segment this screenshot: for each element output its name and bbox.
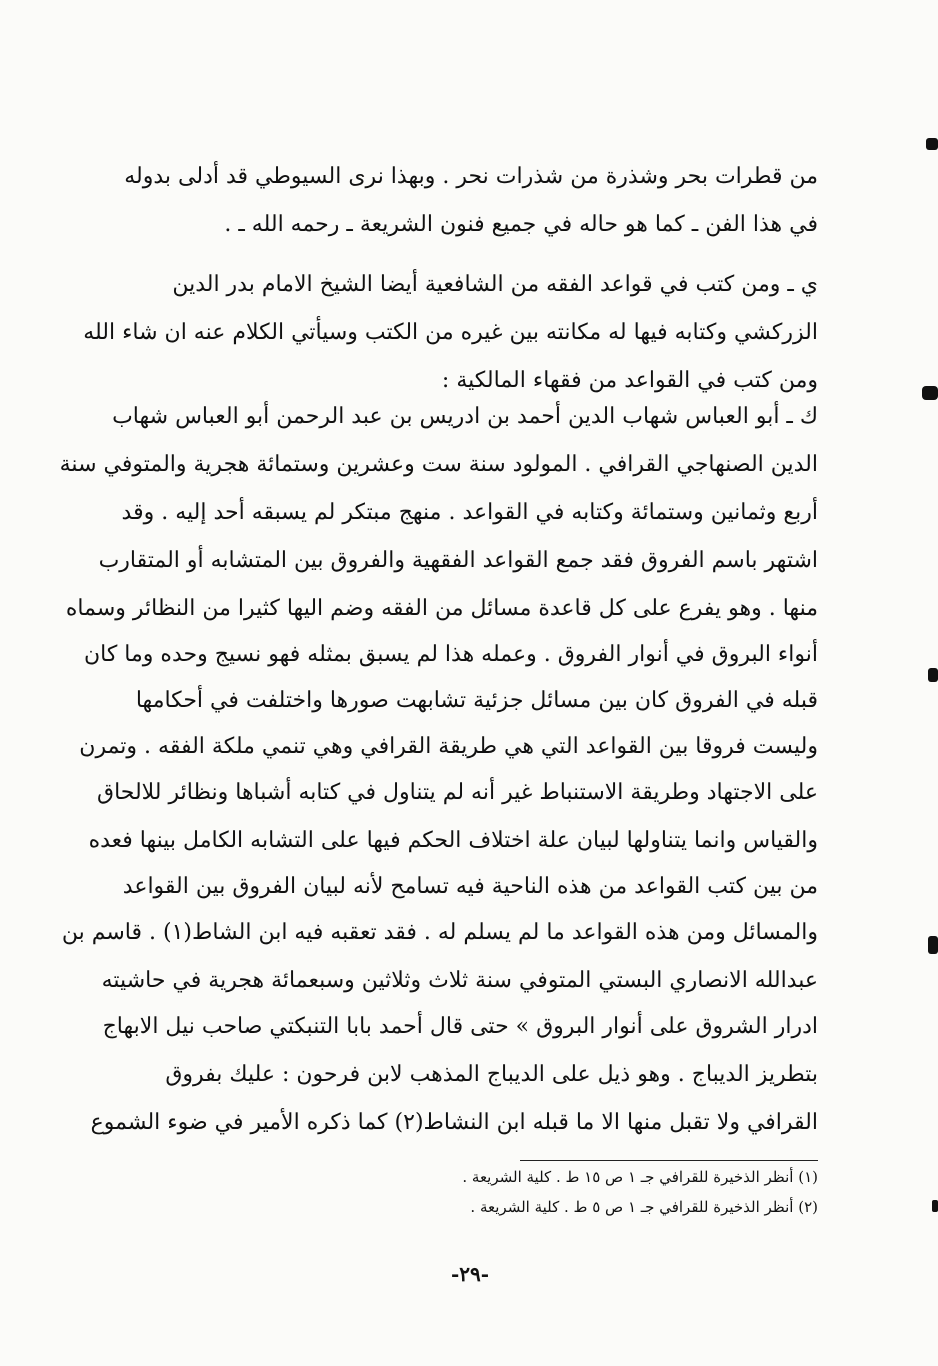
scan-mark (932, 1200, 938, 1212)
text-line: ي ـ ومن كتب في قواعد الفقه من الشافعية أيضا الشيخ الامام بدر الدين (172, 272, 818, 297)
text-line: بتطريز الديباج . وهو ذيل على الديباج المذهب لابن فرحون : عليك بفروق (165, 1062, 818, 1087)
text-line: في هذا الفن ـ كما هو حاله في جميع فنون الشريعة ـ رحمه الله ـ . (224, 212, 818, 237)
text-line: من قطرات بحر وشذرة من شذرات نحر . وبهذا نرى السيوطي قد أدلى بدوله (124, 164, 818, 189)
footnote: (٢) أنظر الذخيرة للقرافي جـ ١ ص ٥ ط . كلية الشريعة . (470, 1198, 818, 1216)
text-line: ادرار الشروق على أنوار البروق » حتى قال أحمد بابا التنبكتي صاحب نيل الابهاج (102, 1014, 818, 1039)
text-line: منها . وهو يفرع على كل قاعدة مسائل من الفقه وضم اليها كثيرا من النظائر وسماه (65, 596, 818, 621)
text-line: اشتهر باسم الفروق فقد جمع القواعد الفقهية والفروق بين المتشابه أو المتقارب (98, 548, 818, 573)
text-line: ك ـ أبو العباس شهاب الدين أحمد بن ادريس بن عبد الرحمن أبو العباس شهاب (112, 404, 818, 429)
text-line: من بين كتب القواعد من هذه الناحية فيه تسامح لأنه لبيان الفروق بين القواعد (122, 874, 818, 899)
text-line: الزركشي وكتابه فيها له مكانته بين غيره من الكتب وسيأتي الكلام عنه ان شاء الله (83, 320, 818, 345)
footnote-separator (520, 1160, 818, 1161)
text-line: عبدالله الانصاري البستي المتوفي سنة ثلاث وثلاثين وسبعمائة هجرية في حاشيته (101, 968, 818, 993)
scan-mark (928, 936, 938, 954)
text-line: أربع وثمانين وستمائة وكتابه في القواعد . منهج مبتكر لم يسبقه أحد إليه . وقد (121, 500, 818, 525)
text-line: والقياس وانما يتناولها لبيان علة اختلاف الحكم فيها على التشابه الكامل بينها فعده (88, 828, 818, 853)
scan-mark (926, 138, 938, 150)
scan-mark (922, 386, 938, 400)
text-line: الدين الصنهاجي القرافي . المولود سنة ست وعشرين وستمائة هجرية والمتوفي سنة (59, 452, 818, 477)
text-line: ومن كتب في القواعد من فقهاء المالكية : (441, 368, 818, 393)
text-line: على الاجتهاد وطريقة الاستنباط غير أنه لم يتناول في كتابه أشباها ونظائر للالحاق (97, 780, 818, 805)
text-line: القرافي ولا تقبل منها الا ما قبله ابن النشاط(٢) كما ذكره الأمير في ضوء الشموع (90, 1110, 818, 1135)
page-number: -٢٩- (450, 1262, 490, 1286)
footnote: (١) أنظر الذخيرة للقرافي جـ ١ ص ١٥ ط . كلية الشريعة . (462, 1168, 818, 1186)
scan-mark (928, 668, 938, 682)
text-line: والمسائل ومن هذه القواعد ما لم يسلم له . فقد تعقبه فيه ابن الشاط(١) . قاسم بن (61, 920, 818, 945)
text-line: قبله في الفروق كان بين مسائل جزئية تشابهت صورها واختلفت في أحكامها (135, 688, 818, 713)
text-line: أنواء البروق في أنوار الفروق . وعمله هذا لم يسبق بمثله فهو نسيج وحده وما كان (83, 642, 818, 667)
text-line: وليست فروقا بين القواعد التي هي طريقة القرافي وهي تنمي ملكة الفقه . وتمرن (79, 734, 818, 759)
